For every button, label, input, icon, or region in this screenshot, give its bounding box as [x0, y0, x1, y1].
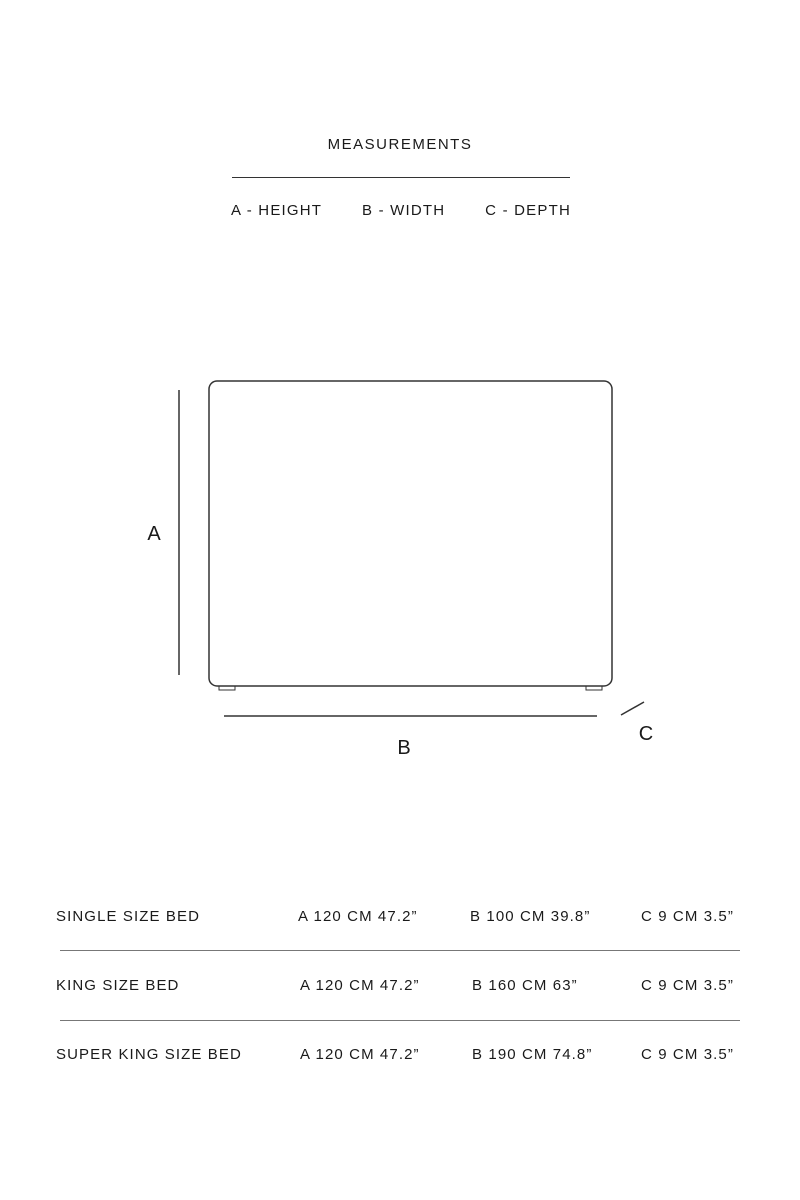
width-label: B	[397, 737, 411, 759]
width-value: B 100 CM 39.8”	[470, 908, 591, 925]
legend-depth: C - DEPTH	[485, 202, 571, 219]
height-label: A	[147, 523, 161, 545]
bed-size-name: SUPER KING SIZE BED	[56, 1046, 242, 1063]
depth-value: C 9 CM 3.5”	[641, 908, 734, 925]
legend-width: B - WIDTH	[362, 202, 446, 219]
headboard-panel	[209, 381, 612, 686]
height-value: A 120 CM 47.2”	[300, 977, 420, 994]
width-value: B 160 CM 63”	[472, 977, 578, 994]
page-title: MEASUREMENTS	[327, 136, 473, 153]
depth-label: C	[638, 723, 654, 745]
height-value: A 120 CM 47.2”	[300, 1046, 420, 1063]
depth-value: C 9 CM 3.5”	[641, 1046, 734, 1063]
row-divider	[60, 950, 740, 951]
width-value: B 190 CM 74.8”	[472, 1046, 593, 1063]
table-row	[56, 1046, 756, 1068]
bed-size-name: KING SIZE BED	[56, 977, 180, 994]
table-row	[56, 977, 756, 999]
legend-height: A - HEIGHT	[231, 202, 323, 219]
height-value: A 120 CM 47.2”	[298, 908, 418, 925]
bed-size-name: SINGLE SIZE BED	[56, 908, 201, 925]
table-row	[56, 908, 756, 930]
depth-value: C 9 CM 3.5”	[641, 977, 734, 994]
depth-dimension-line	[621, 702, 644, 715]
row-divider	[60, 1020, 740, 1021]
